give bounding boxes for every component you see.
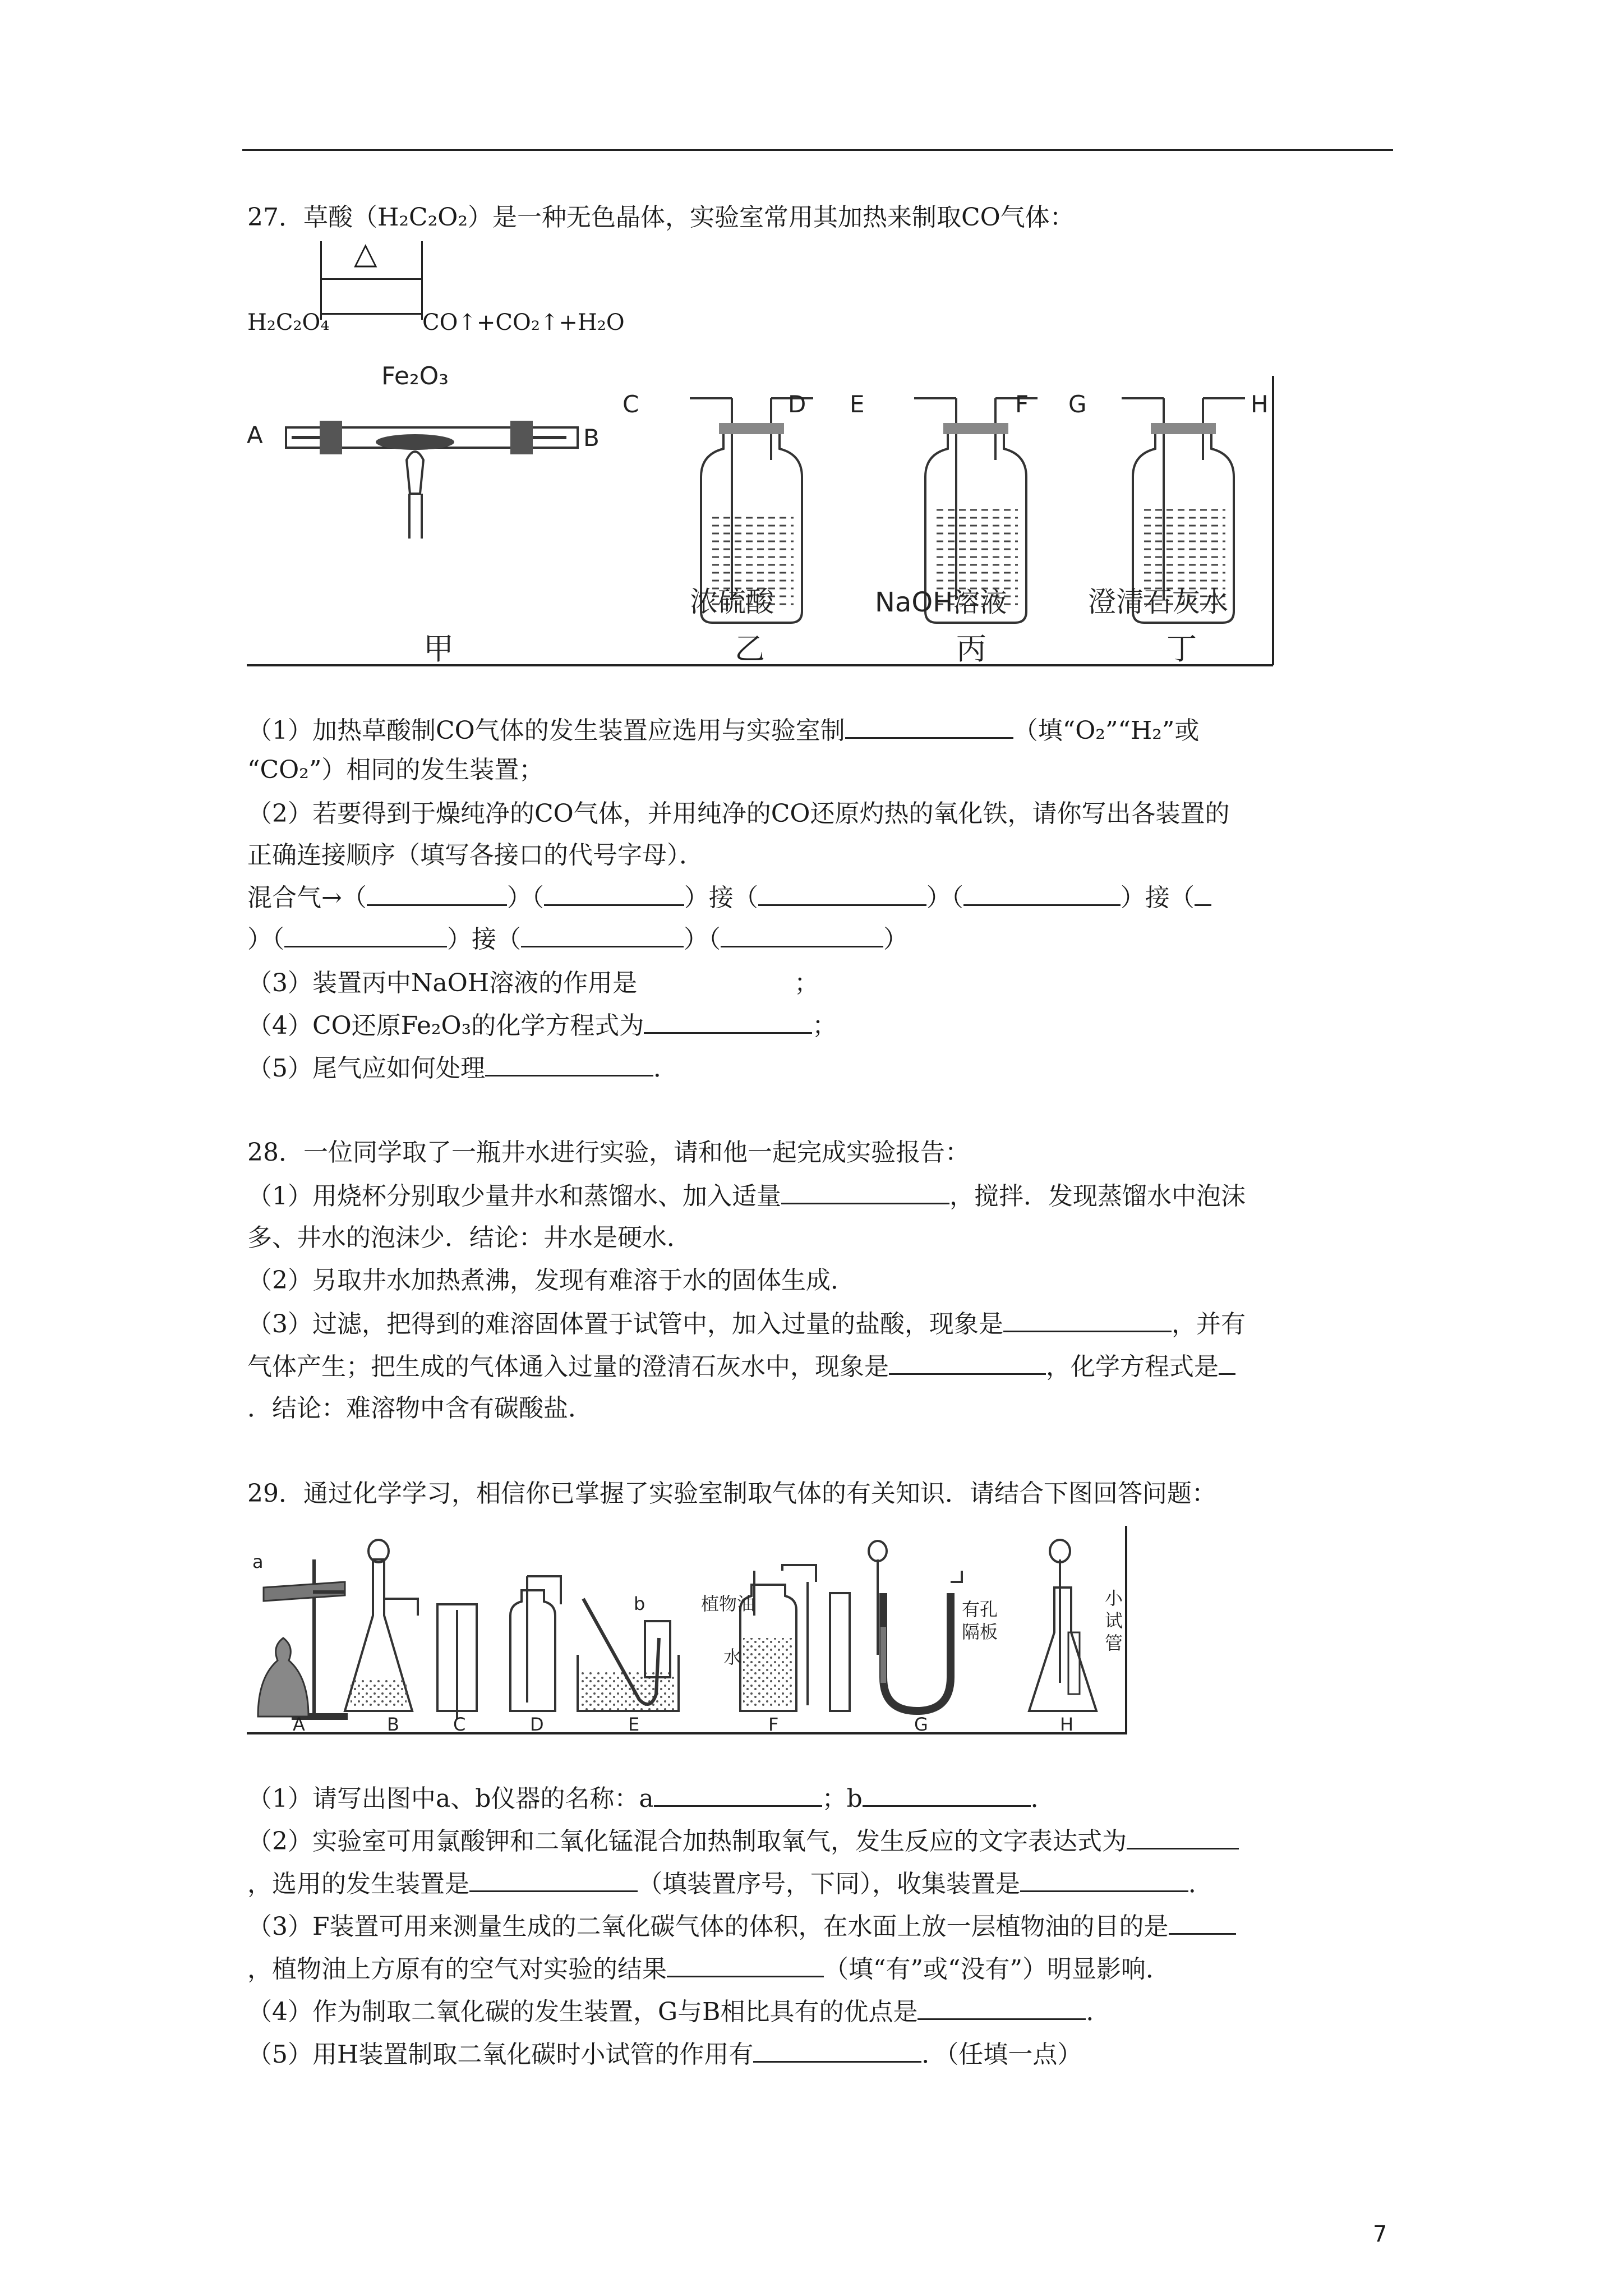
q27-conn-5[interactable] bbox=[1195, 878, 1211, 906]
label-oil: 植物油 bbox=[701, 1593, 755, 1614]
q27-p2-line4: ）（ ）接（ ）（ ） bbox=[247, 920, 908, 958]
label-B: B bbox=[387, 1714, 399, 1735]
q27-p4: （4）CO还原Fe₂O₃的化学方程式为 ； bbox=[247, 1006, 837, 1045]
q27-p2-line1: （2）若要得到于燥纯净的CO气体，并用纯净的CO还原灼热的氧化铁，请你写出各装置的 bbox=[247, 799, 1230, 828]
q28-p1-text-a: （1）用烧杯分别取少量井水和蒸馏水、加入适量 bbox=[247, 1182, 781, 1211]
port-F: F bbox=[1015, 390, 1029, 418]
label-b: b bbox=[634, 1593, 645, 1614]
q29-p3-answer-1[interactable] bbox=[1169, 1907, 1236, 1935]
q28-stem: 28．一位同学取了一瓶井水进行实验，请和他一起完成实验报告： bbox=[247, 1138, 970, 1167]
q28-p3-line1 bbox=[247, 1305, 1246, 1343]
q28-p3-text-b: ，并有 bbox=[1172, 1310, 1246, 1338]
q27-conn-1[interactable] bbox=[367, 878, 507, 906]
reagent-naoh: NaOH溶液 bbox=[875, 587, 1007, 618]
q29-p1: （1）请写出图中a、b仪器的名称：a ；b ． bbox=[247, 1779, 1055, 1818]
q29-p2-answer-1[interactable] bbox=[1127, 1822, 1239, 1849]
q27-p1-text-b: （填“O₂”“H₂”或 bbox=[1013, 716, 1200, 745]
q27-p5-text: （5）尾气应如何处理 bbox=[247, 1054, 485, 1083]
heat-bracket-right bbox=[421, 241, 423, 320]
q29-p2-text-c: （填装置序号，下同），收集装置是 bbox=[638, 1870, 1020, 1898]
q29-p3-answer-2[interactable] bbox=[667, 1950, 824, 1977]
port-G: G bbox=[1068, 390, 1087, 418]
q29-p4-text: （4）作为制取二氧化碳的发生装置，G与B相比具有的优点是 bbox=[247, 1998, 918, 2026]
caption-bing: 丙 bbox=[956, 631, 986, 666]
q27-p2-line3: 混合气→（ ）（ ）接（ ）（ ）接（ bbox=[247, 878, 1211, 917]
label-D: D bbox=[530, 1714, 544, 1735]
apparatus-B bbox=[345, 1540, 418, 1711]
q28-p1-line1 bbox=[247, 1177, 1246, 1215]
q28-p1-line2: 多、井水的泡沫少．结论：井水是硬水． bbox=[247, 1223, 691, 1252]
q27-stem: 27．草酸（H₂C₂O₂）是一种无色晶体，实验室常用其加热来制取CO气体： bbox=[247, 203, 1075, 232]
q29-p3-line1 bbox=[247, 1907, 1236, 1945]
q27-p1-line2: “CO₂”）相同的发生装置； bbox=[247, 756, 544, 784]
apparatus-F bbox=[740, 1565, 850, 1711]
q27-p3-text: （3）装置丙中NaOH溶液的作用是 bbox=[247, 969, 638, 997]
label-plate-1: 有孔 bbox=[962, 1599, 998, 1620]
label-tube-1: 小 bbox=[1105, 1588, 1123, 1609]
port-H: H bbox=[1251, 390, 1269, 418]
q27-p4-text: （4）CO还原Fe₂O₃的化学方程式为 bbox=[247, 1011, 644, 1040]
q28-p3-text-a: （3）过滤，把得到的难溶固体置于试管中，加入过量的盐酸，现象是 bbox=[247, 1310, 1003, 1338]
q27-p5-answer[interactable] bbox=[485, 1049, 653, 1076]
q29-p4-answer[interactable] bbox=[917, 1993, 1086, 2020]
label-a: a bbox=[252, 1551, 264, 1572]
q28-p2: （2）另取井水加热煮沸，发现有难溶于水的固体生成． bbox=[247, 1266, 855, 1295]
reagent-conc-sulfuric: 浓硫酸 bbox=[690, 586, 774, 618]
heat-bracket bbox=[320, 241, 322, 320]
apparatus-D bbox=[510, 1576, 561, 1711]
caption-yi: 乙 bbox=[735, 631, 765, 666]
q27-conn-3[interactable] bbox=[758, 878, 926, 906]
q27-p3-answer[interactable] bbox=[637, 964, 794, 991]
q27-p3: （3）装置丙中NaOH溶液的作用是 ； bbox=[247, 964, 819, 1002]
apparatus-E bbox=[578, 1599, 679, 1711]
q29-p2-text-a: （2）实验室可用氯酸钾和二氧化锰混合加热制取氧气，发生反应的文字表达式为 bbox=[247, 1827, 1127, 1856]
label-A: A bbox=[293, 1714, 305, 1735]
equation-right: CO↑+CO₂↑+H₂O bbox=[422, 310, 625, 335]
apparatus-H bbox=[1029, 1540, 1096, 1711]
q27-conn-4[interactable] bbox=[963, 878, 1121, 906]
q27-p1-text-a: （1）加热草酸制CO气体的发生装置应选用与实验室制 bbox=[247, 716, 845, 745]
q29-p3-text-b: ，植物油上方原有的空气对实验的结果 bbox=[247, 1955, 667, 1984]
apparatus-G bbox=[869, 1541, 962, 1711]
q29-p3-text-c: （填“有”或“没有”）明显影响． bbox=[824, 1955, 1170, 1984]
label-G: G bbox=[914, 1714, 928, 1735]
port-C: C bbox=[623, 390, 639, 418]
q29-p1-answer-a[interactable] bbox=[654, 1779, 822, 1807]
q29-p1-answer-b[interactable] bbox=[863, 1779, 1031, 1807]
q28-p3-text-d: ，化学方程式是 bbox=[1046, 1352, 1219, 1381]
q29-p5-text-a: （5）用H装置制取二氧化碳时小试管的作用有 bbox=[247, 2040, 754, 2069]
q29-stem: 29．通过化学学习，相信你已掌握了实验室制取气体的有关知识．请结合下图回答问题： bbox=[247, 1479, 1216, 1508]
equation-left: H₂C₂O₄ bbox=[247, 310, 330, 335]
q29-p1-text-a: （1）请写出图中a、b仪器的名称：a bbox=[247, 1784, 654, 1813]
q28-p3-text-c: 气体产生；把生成的气体通入过量的澄清石灰水中，现象是 bbox=[247, 1352, 889, 1381]
q28-p3-answer-1[interactable] bbox=[1003, 1305, 1172, 1332]
label-H: H bbox=[1060, 1714, 1074, 1735]
q29-p1-text-b: ；b bbox=[822, 1784, 863, 1813]
q29-p4: （4）作为制取二氧化碳的发生装置，G与B相比具有的优点是 ． bbox=[247, 1993, 1110, 2031]
q27-p4-answer[interactable] bbox=[644, 1006, 812, 1034]
caption-ding: 丁 bbox=[1166, 631, 1197, 666]
q27-p1-line1 bbox=[247, 711, 1199, 749]
port-B: B bbox=[583, 424, 600, 452]
q27-p5: （5）尾气应如何处理 ． bbox=[247, 1049, 678, 1087]
q29-p3-line2 bbox=[247, 1950, 1170, 1988]
q29-p2-answer-3[interactable] bbox=[1020, 1865, 1188, 1892]
fe2o3-label: Fe₂O₃ bbox=[381, 365, 449, 390]
port-D: D bbox=[788, 390, 806, 418]
q28-p1-text-b: ，搅拌．发现蒸馏水中泡沫 bbox=[949, 1182, 1246, 1211]
apparatus-C bbox=[437, 1604, 477, 1719]
label-C: C bbox=[453, 1714, 466, 1735]
reagent-limewater: 澄清石灰水 bbox=[1088, 586, 1228, 618]
label-F: F bbox=[768, 1714, 779, 1735]
caption-jia: 甲 bbox=[423, 631, 454, 666]
q28-p3-answer-3[interactable] bbox=[1219, 1347, 1235, 1375]
heat-symbol: △ bbox=[354, 236, 377, 271]
port-E: E bbox=[850, 390, 865, 418]
combustion-tube bbox=[286, 421, 578, 539]
q29-p5-text-b: ．（任填一点） bbox=[921, 2040, 1082, 2069]
q27-equation bbox=[247, 236, 696, 348]
q29-p3-text-a: （3）F装置可用来测量生成的二氧化碳气体的体积，在水面上放一层植物油的目的是 bbox=[247, 1912, 1169, 1941]
q27-conn-8[interactable] bbox=[721, 920, 883, 947]
q29-apparatus-figure bbox=[247, 1526, 1133, 1742]
label-plate-2: 隔板 bbox=[962, 1621, 998, 1642]
q27-conn-6[interactable] bbox=[284, 920, 447, 947]
reaction-bar-bottom bbox=[320, 313, 421, 315]
q27-p2-line2: 正确连接顺序（填写各接口的代号字母）． bbox=[247, 841, 704, 869]
q29-p2-text-b: ，选用的发生装置是 bbox=[247, 1870, 469, 1898]
top-rule bbox=[242, 149, 1393, 151]
label-tube-2: 试 bbox=[1105, 1610, 1123, 1631]
q27-conn-2[interactable] bbox=[544, 878, 684, 906]
port-A: A bbox=[247, 421, 263, 449]
apparatus-A bbox=[258, 1559, 348, 1720]
label-water: 水 bbox=[723, 1646, 742, 1668]
q27-p1-answer[interactable] bbox=[845, 711, 1013, 739]
q29-p2-answer-2[interactable] bbox=[469, 1865, 638, 1892]
q29-p5-answer[interactable] bbox=[753, 2035, 921, 2063]
q29-p2-line2: ，选用的发生装置是 （填装置序号，下同），收集装置是 ． bbox=[247, 1865, 1213, 1903]
q28-p3-line2 bbox=[247, 1347, 1235, 1386]
reaction-bar-top bbox=[320, 278, 421, 280]
q27-apparatus-figure bbox=[247, 365, 1279, 679]
label-E: E bbox=[628, 1714, 640, 1735]
q28-p3-line3: ．结论：难溶物中含有碳酸盐． bbox=[247, 1394, 593, 1423]
label-tube-3: 管 bbox=[1105, 1632, 1123, 1654]
q27-p2-prefix: 混合气→（ bbox=[247, 884, 367, 912]
q29-p5 bbox=[247, 2035, 1082, 2073]
page-number: 7 bbox=[1373, 2221, 1387, 2247]
q28-p1-answer[interactable] bbox=[781, 1177, 949, 1204]
q28-p3-answer-2[interactable] bbox=[889, 1347, 1046, 1375]
q27-conn-7[interactable] bbox=[521, 920, 684, 947]
q29-p2-line1 bbox=[247, 1822, 1239, 1860]
